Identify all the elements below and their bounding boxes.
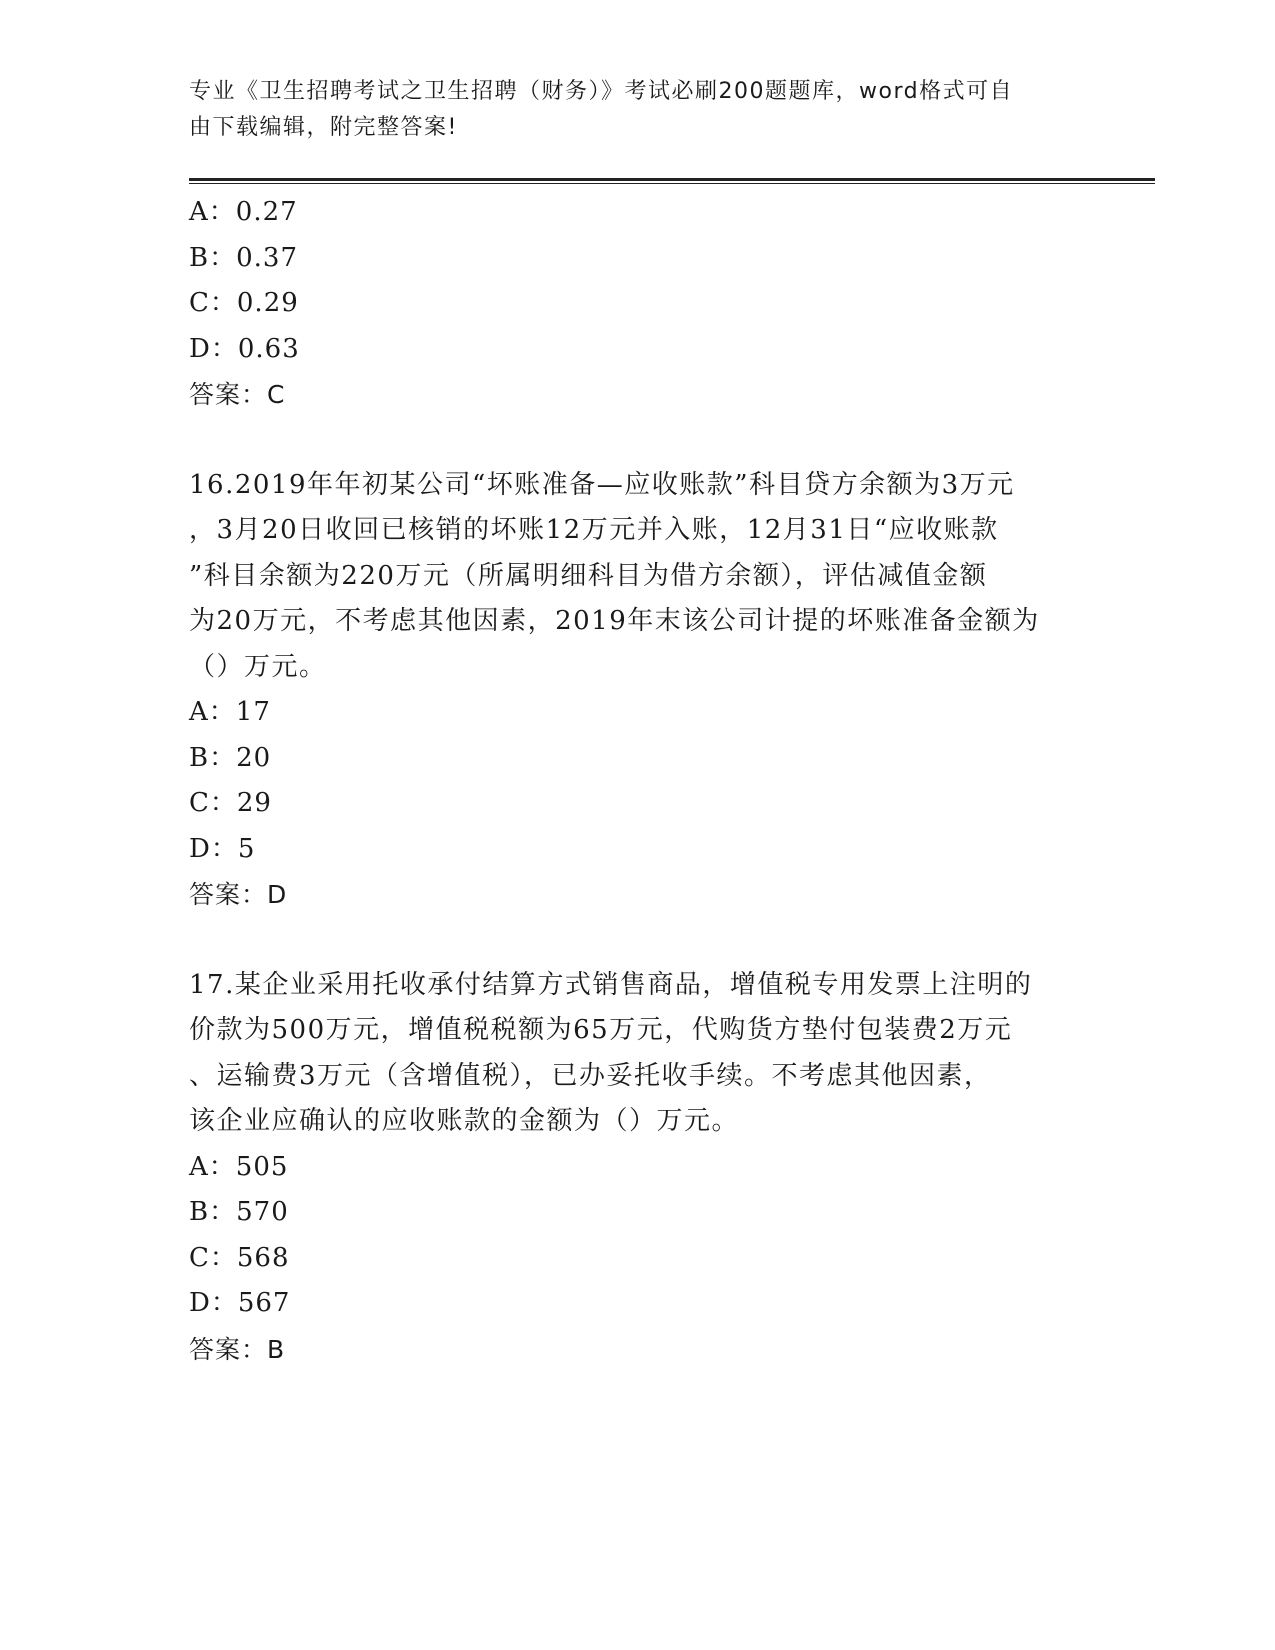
option-b: B：570 [189,1197,289,1227]
question-text-line: 价款为500万元，增值税税额为65万元，代购货方垫付包装费2万元 [189,1015,1013,1045]
option-a: A：505 [189,1151,289,1182]
answer-line: 答案：C [189,380,286,409]
option-d: D：567 [189,1288,291,1318]
question-17 [189,963,1089,1373]
option-b: B：0.37 [189,242,298,273]
answer-line: 答案：B [189,1334,286,1364]
option-d: D：5 [189,833,256,864]
document-header [189,74,1069,146]
question-text [189,963,1089,1145]
question-text [189,463,1089,691]
option-b: B：20 [189,742,272,773]
question-15 [189,190,1089,418]
header-line-1: 专业《卫生招聘考试之卫生招聘（财务）》考试必刷200题题库，word格式可自 [189,79,1014,104]
question-16 [189,463,1089,918]
question-text-line: ”科目余额为220万元（所属明细科目为借方余额），评估减值金额 [189,560,988,591]
question-text-line: 为20万元，不考虑其他因素，2019年末该公司计提的坏账准备金额为 [189,606,1040,636]
option-a: A：0.27 [189,197,298,227]
question-text-line: 该企业应确认的应收账款的金额为（）万元。 [189,1106,740,1136]
option-c: C：0.29 [189,288,299,318]
header-line-2: 由下载编辑，附完整答案! [189,115,458,140]
header-divider-thin [189,183,1155,184]
question-text-line: 17.某企业采用托收承付结算方式销售商品，增值税专用发票上注明的 [189,969,1033,1000]
document-body [189,190,1089,1372]
option-a: A：17 [189,697,271,727]
option-d: D：0.63 [189,333,300,364]
answer-line: 答案：D [189,880,288,909]
question-text-line: ，3月20日收回已核销的坏账12万元并入账，12月31日“应收账款 [189,515,999,545]
question-text-line: 、运输费3万元（含增值税），已办妥托收手续。不考虑其他因素， [189,1060,992,1091]
question-text-line: 16.2019年年初某公司“坏账准备—应收账款”科目贷方余额为3万元 [189,469,1015,500]
header-divider-thick [189,178,1155,181]
option-c: C：29 [189,788,272,818]
question-text-line: （）万元。 [189,651,327,682]
option-c: C：568 [189,1242,290,1273]
